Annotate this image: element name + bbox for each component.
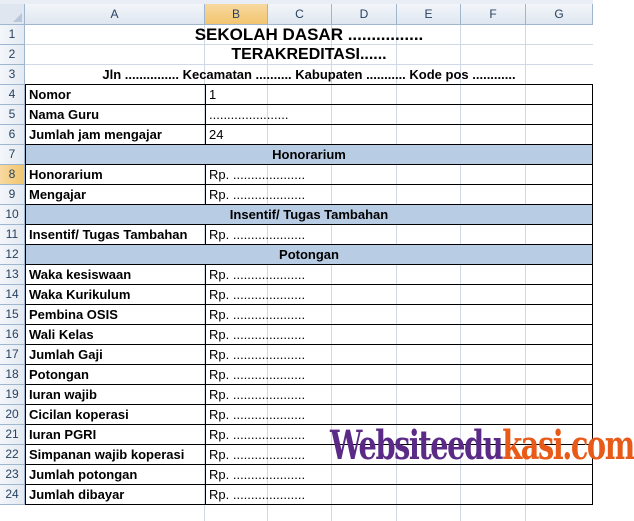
label-cell-14[interactable]: Waka Kurikulum [25,284,206,305]
value-cell-19[interactable]: Rp. .................... [205,384,593,405]
row-header-13[interactable]: 13 [0,265,25,285]
label-cell-15[interactable]: Pembina OSIS [25,304,206,325]
value-cell-13[interactable]: Rp. .................... [205,264,593,285]
row-header-20[interactable]: 20 [0,405,25,425]
column-header-e[interactable]: E [397,4,461,25]
row-header-2[interactable]: 2 [0,45,25,65]
label-cell-24[interactable]: Jumlah dibayar [25,484,206,505]
column-header-c[interactable]: C [268,4,332,25]
row-header-16[interactable]: 16 [0,325,25,345]
row-header-24[interactable]: 24 [0,485,25,505]
row-header-11[interactable]: 11 [0,225,25,245]
row-header-21[interactable]: 21 [0,425,25,445]
label-cell-13[interactable]: Waka kesiswaan [25,264,206,285]
row-header-14[interactable]: 14 [0,285,25,305]
row-header-15[interactable]: 15 [0,305,25,325]
label-cell-11[interactable]: Insentif/ Tugas Tambahan [25,224,206,245]
section-header-10[interactable]: Insentif/ Tugas Tambahan [25,204,593,225]
label-cell-16[interactable]: Wali Kelas [25,324,206,345]
row-header-19[interactable]: 19 [0,385,25,405]
label-cell-23[interactable]: Jumlah potongan [25,464,206,485]
column-header-b[interactable]: B [205,4,268,25]
value-cell-22[interactable]: Rp. .................... [205,444,593,465]
row-header-4[interactable]: 4 [0,85,25,105]
row-header-1[interactable]: 1 [0,25,25,45]
section-header-12[interactable]: Potongan [25,244,593,265]
label-cell-18[interactable]: Potongan [25,364,206,385]
label-cell-8[interactable]: Honorarium [25,164,206,185]
row-header-6[interactable]: 6 [0,125,25,145]
label-cell-9[interactable]: Mengajar [25,184,206,205]
row-header-12[interactable]: 12 [0,245,25,265]
column-header-d[interactable]: D [332,4,397,25]
label-cell-17[interactable]: Jumlah Gaji [25,344,206,365]
title-accreditation[interactable]: TERAKREDITASI...... [231,46,387,63]
value-cell-14[interactable]: Rp. .................... [205,284,593,305]
value-cell-18[interactable]: Rp. .................... [205,364,593,385]
label-cell-4[interactable]: Nomor [25,84,206,105]
label-cell-22[interactable]: Simpanan wajib koperasi [25,444,206,465]
value-cell-8[interactable]: Rp. .................... [205,164,593,185]
row-header-22[interactable]: 22 [0,445,25,465]
column-header-f[interactable]: F [461,4,526,25]
watermark-logo: Websiteedukasi.com [330,422,634,469]
value-cell-9[interactable]: Rp. .................... [205,184,593,205]
row-header-10[interactable]: 10 [0,205,25,225]
row-header-18[interactable]: 18 [0,365,25,385]
value-cell-23[interactable]: Rp. .................... [205,464,593,485]
value-cell-5[interactable]: ...................... [205,104,593,125]
row-header-8[interactable]: 8 [0,165,25,185]
row-header-17[interactable]: 17 [0,345,25,365]
value-cell-20[interactable]: Rp. .................... [205,404,593,425]
column-header-g[interactable]: G [526,4,593,25]
column-header-a[interactable]: A [25,4,205,25]
address-line[interactable]: Jln ............... Kecamatan .......... Kabupaten ........... Kode pos ............ [102,67,516,82]
title-school-name[interactable]: SEKOLAH DASAR ................ [194,25,424,44]
value-cell-24[interactable]: Rp. .................... [205,484,593,505]
value-cell-4[interactable]: 1 [205,84,593,105]
row-header-9[interactable]: 9 [0,185,25,205]
section-header-7[interactable]: Honorarium [25,144,593,165]
value-cell-16[interactable]: Rp. .................... [205,324,593,345]
select-all-corner[interactable] [0,4,25,25]
row-header-23[interactable]: 23 [0,465,25,485]
label-cell-19[interactable]: Iuran wajib [25,384,206,405]
value-cell-17[interactable]: Rp. .................... [205,344,593,365]
row-header-3[interactable]: 3 [0,65,25,85]
row-header-5[interactable]: 5 [0,105,25,125]
value-cell-21[interactable]: Rp. .................... [205,424,593,445]
label-cell-6[interactable]: Jumlah jam mengajar [25,124,206,145]
row-header-7[interactable]: 7 [0,145,25,165]
label-cell-21[interactable]: Iuran PGRI [25,424,206,445]
value-cell-11[interactable]: Rp. .................... [205,224,593,245]
label-cell-5[interactable]: Nama Guru [25,104,206,125]
label-cell-20[interactable]: Cicilan koperasi [25,404,206,425]
value-cell-6[interactable]: 24 [205,124,593,145]
value-cell-15[interactable]: Rp. .................... [205,304,593,325]
